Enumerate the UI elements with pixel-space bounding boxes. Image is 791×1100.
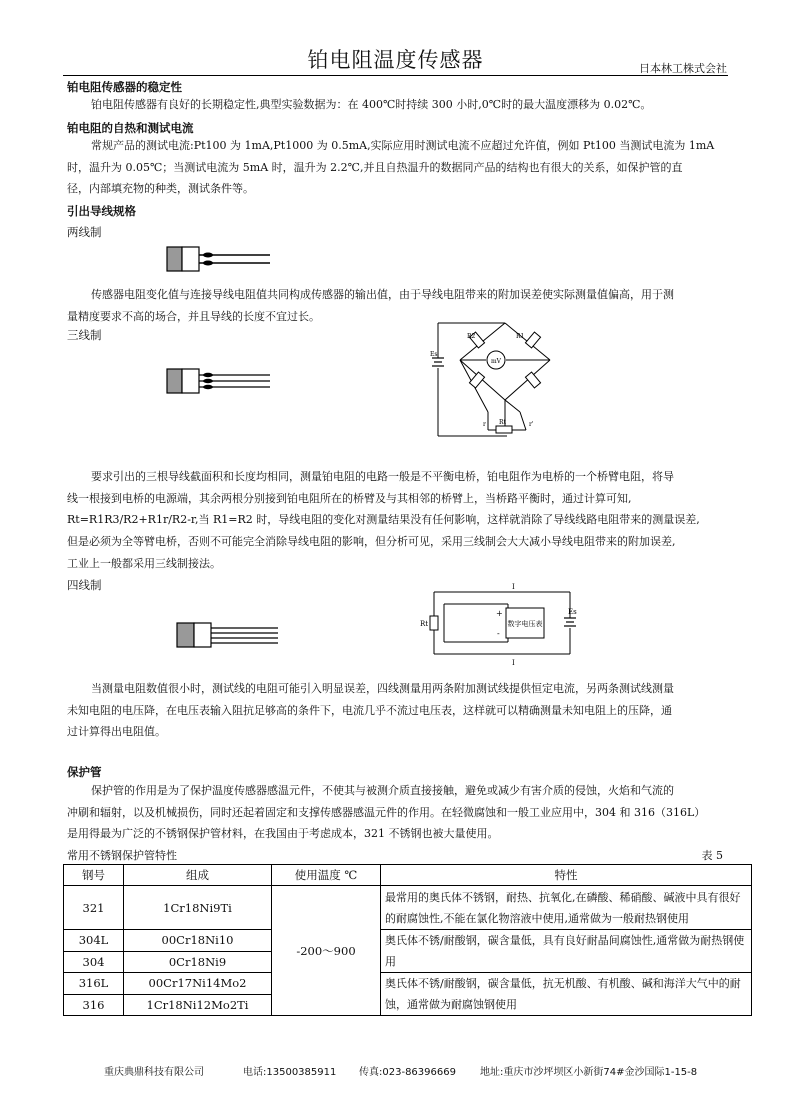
page-title: 铂电阻温度传感器 xyxy=(307,48,484,72)
lead-crimp xyxy=(203,261,213,266)
protection-line: 是用得最为广泛的不锈钢保护管材料，在我国由于考虑成本，321 不锈钢也被大量使用。 xyxy=(67,827,499,841)
three-wire-line: 线一根接到电桥的电源端，其余两根分别接到铂电阻所在的桥臂及与其相邻的桥臂上，当桥路平衡时，通过计算可知, xyxy=(67,491,632,505)
resistor-r4 xyxy=(525,372,540,388)
current-label-top: I xyxy=(512,583,515,591)
three-wire-bridge-circuit xyxy=(430,318,560,444)
sensor-head xyxy=(167,369,182,393)
three-wire-label: 三线制 xyxy=(67,328,102,342)
four-wire-circuit xyxy=(418,580,588,668)
three-wire-line: 要求引出的三根导线截面积和长度均相同，测量铂电阻的电路一般是不平衡电桥，铂电阻作为电桥的一个桥臂电阻，将导 xyxy=(91,470,674,483)
two-wire-label: 两线制 xyxy=(67,225,102,239)
column-header: 使用温度 ℃ xyxy=(272,865,381,886)
resistor-r3 xyxy=(469,372,484,388)
two-wire-line: 量精度要求不高的场合，并且导线的长度不宜过长。 xyxy=(67,309,320,323)
lead-crimp xyxy=(203,379,213,383)
voltmeter-label: 数字电压表 xyxy=(507,620,543,628)
selfheat-line: 径，内部填充物的种类，测试条件等。 xyxy=(67,182,254,196)
two-wire-line: 传感器电阻变化值与连接导线电阻值共同构成传感器的输出值，由于导线电阻带来的附加误差使实际测量值偏高，用于测 xyxy=(91,288,674,301)
plus-label: + xyxy=(496,609,503,618)
resistor-rt xyxy=(496,426,512,433)
grade-cell: 316 xyxy=(64,994,124,1016)
circuit-wire xyxy=(520,412,526,430)
four-wire-paragraph xyxy=(67,678,727,743)
protection-heading: 保护管 xyxy=(67,765,102,779)
lead-crimp xyxy=(203,253,213,258)
footer-fax: 传真:023-86396669 xyxy=(359,1067,456,1078)
composition-cell: 1Cr18Ni9Ti xyxy=(124,886,272,930)
grade-cell: 316L xyxy=(64,973,124,995)
r1-label: R1 xyxy=(516,333,525,340)
footer-phone: 电话:13500385911 xyxy=(243,1067,337,1078)
composition-cell: 1Cr18Ni12Mo2Ti xyxy=(124,994,272,1016)
four-wire-sensor-drawing xyxy=(172,620,282,650)
grade-cell: 321 xyxy=(64,886,124,930)
two-wire-paragraph xyxy=(67,284,727,327)
three-wire-line: Rt=R1R3/R2+R1r/R2-r,当 R1=R2 时，导线电阻的变化对测量结果没有任何影响，这样就消除了导线线路电阻带来的测量误差, xyxy=(67,513,700,527)
selfheat-line: 时，温升为 0.05℃；当测试电流为 5mA 时，温升为 2.2℃,并且自热温升的数据同产品的结构也有很大的关系，如保护管的直 xyxy=(67,160,683,174)
table-header-row xyxy=(64,865,752,886)
lead-crimp xyxy=(203,385,213,389)
temperature-cell: -200～900 xyxy=(272,886,381,1016)
selfheat-paragraph xyxy=(67,135,727,200)
lead-crimp xyxy=(203,373,213,377)
steel-properties-table xyxy=(63,864,752,1016)
table-row xyxy=(64,930,752,952)
four-wire-line: 过计算得出电阻值。 xyxy=(67,725,166,739)
grade-cell: 304 xyxy=(64,951,124,973)
stability-text: 铂电阻传感器有良好的长期稳定性,典型实验数据为：在 400℃时持续 300 小时,0℃时的最大温度漂移为 0.02℃。 xyxy=(91,98,652,111)
feature-cell: 奥氏体不锈/耐酸钢，碳含量低，抗无机酸、有机酸、碱和海洋大气中的耐蚀，通常做为耐腐蚀钢使用 xyxy=(381,973,752,1016)
meter-label: mV xyxy=(490,358,502,365)
r-prime-label: r' xyxy=(529,421,534,428)
rt-label: Rt xyxy=(420,620,429,628)
table-caption: 常用不锈钢保护管特性 xyxy=(67,849,177,862)
composition-cell: 00Cr17Ni14Mo2 xyxy=(124,973,272,995)
resistor-r1 xyxy=(525,332,540,348)
table-number: 表 5 xyxy=(701,849,723,862)
r-label: r xyxy=(483,421,486,428)
table-row xyxy=(64,886,752,930)
four-wire-label: 四线制 xyxy=(67,578,102,592)
column-header: 特性 xyxy=(381,865,752,886)
protection-paragraph xyxy=(67,780,727,845)
sensor-head xyxy=(167,247,182,271)
grade-cell: 304L xyxy=(64,930,124,952)
column-header: 钢号 xyxy=(64,865,124,886)
selfheat-line: 常规产品的测试电流:Pt100 为 1mA,Pt1000 为 0.5mA,实际应用时测试电流不应超过允许值，例如 Pt100 当测试电流为 1mA xyxy=(91,139,715,152)
protection-line: 冲刷和辐射，以及机械损伤，同时还起着固定和支撑传感器感温元件的作用。在轻微腐蚀和一般工业应用中，304 和 316（316L） xyxy=(67,805,706,819)
selfheat-heading: 铂电阻的自热和测试电流 xyxy=(67,121,194,135)
sensor-sleeve xyxy=(182,369,199,393)
stability-heading: 铂电阻传感器的稳定性 xyxy=(67,80,182,94)
composition-cell: 0Cr18Ni9 xyxy=(124,951,272,973)
three-wire-line: 但是必须为全等臂电桥，否则不可能完全消除导线电阻的影响，但分析可见，采用三线制会大大减小导线电阻带来的附加误差, xyxy=(67,535,676,549)
composition-cell: 00Cr18Ni10 xyxy=(124,930,272,952)
column-header: 组成 xyxy=(124,865,272,886)
protection-line: 保护管的作用是为了保护温度传感器感温元件，不使其与被测介质直接接触，避免或减少有害介质的侵蚀，火焰和气流的 xyxy=(91,784,674,797)
sensor-head xyxy=(177,623,194,647)
footer-address: 地址:重庆市沙坪坝区小新街74#金沙国际1-15-8 xyxy=(480,1067,698,1078)
three-wire-paragraph xyxy=(67,466,727,575)
header-rule xyxy=(63,75,728,76)
three-wire-sensor-drawing xyxy=(162,366,272,396)
footer-company: 重庆典鼎科技有限公司 xyxy=(104,1067,204,1078)
es-label: Es xyxy=(568,608,577,616)
leads-heading: 引出导线规格 xyxy=(67,204,136,218)
rt-label: Rt xyxy=(499,419,506,426)
feature-cell: 奥氏体不锈/耐酸钢，碳含量低，具有良好耐晶间腐蚀性,通常做为耐热钢使用 xyxy=(381,930,752,973)
company-name: 日本林工株式会社 xyxy=(639,62,727,75)
resistor-rt xyxy=(430,616,438,630)
three-wire-line: 工业上一般都采用三线制接法。 xyxy=(67,556,221,570)
four-wire-line: 未知电阻的电压降，在电压表输入阻抗足够高的条件下，电流几乎不流过电压表，这样就可以精确测量未知电阻上的压降，通 xyxy=(67,703,672,717)
feature-cell: 最常用的奥氏体不锈钢，耐热、抗氧化,在磷酸、稀硝酸、碱液中具有很好的耐腐蚀性,不能在氯化物溶液中使用,通常做为一般耐热钢使用 xyxy=(381,886,752,930)
minus-label: - xyxy=(497,629,500,638)
circuit-wire xyxy=(505,400,520,412)
table-row xyxy=(64,973,752,995)
es-label: Es xyxy=(430,351,438,358)
r2-label: R2 xyxy=(467,333,476,340)
sensor-sleeve xyxy=(194,623,211,647)
two-wire-sensor-drawing xyxy=(162,244,272,274)
four-wire-line: 当测量电阻数值很小时，测试线的电阻可能引入明显误差，四线测量用两条附加测试线提供恒定电流，另两条测试线测量 xyxy=(91,682,674,695)
sensor-sleeve xyxy=(182,247,199,271)
current-label-bottom: I xyxy=(512,659,515,667)
